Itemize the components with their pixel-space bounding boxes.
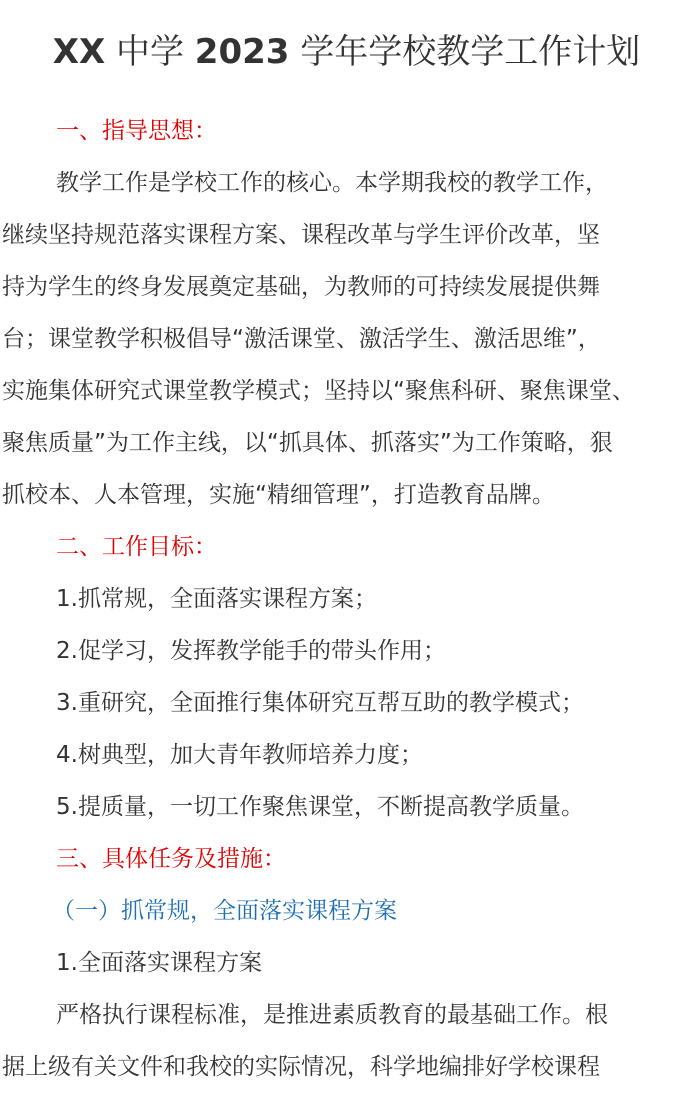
paragraph-line: 聚焦质量”为工作主线，以“抓具体、抓落实”为工作策略，狠 — [2, 430, 613, 456]
paragraph-line: 台；课堂教学积极倡导“激活课堂、激活学生、激活思维”， — [2, 326, 601, 352]
title-part-school: 中学 — [115, 32, 184, 72]
paragraph-line: 持为学生的终身发展奠定基础，为教师的可持续发展提供舞 — [2, 274, 600, 300]
paragraph-line: 抓校本、人本管理，实施“精细管理”，打造教育品牌。 — [2, 482, 555, 508]
title-part-year: 2023 — [194, 32, 290, 72]
subsection-heading: （一）抓常规，全面落实课程方案 — [52, 898, 397, 924]
section-heading-work-goals: 二、工作目标： — [56, 534, 217, 560]
item-title: 1.全面落实课程方案 — [56, 950, 262, 976]
paragraph-line: 实施集体研究式课堂教学模式；坚持以“聚焦科研、聚焦课堂、 — [2, 378, 635, 404]
paragraph-line: 据上级有关文件和我校的实际情况，科学地编排好学校课程 — [2, 1054, 600, 1080]
document-title — [0, 28, 693, 76]
paragraph-line: 严格执行课程标准，是推进素质教育的最基础工作。根 — [56, 1002, 608, 1028]
title-part-xx: XX — [52, 32, 106, 72]
paragraph-line: 继续坚持规范落实课程方案、课程改革与学生评价改革，坚 — [2, 222, 600, 248]
goal-list-item: 5.提质量，一切工作聚焦课堂，不断提高教学质量。 — [56, 794, 584, 820]
goal-list-item: 3.重研究，全面推行集体研究互帮互助的教学模式； — [56, 690, 584, 716]
section-heading-tasks-measures: 三、具体任务及措施： — [56, 846, 286, 872]
section-heading-guiding-ideology: 一、指导思想： — [56, 118, 217, 144]
goal-list-item: 2.促学习，发挥教学能手的带头作用； — [56, 638, 446, 664]
paragraph-line: 教学工作是学校工作的核心。本学期我校的教学工作， — [56, 170, 608, 196]
goal-list-item: 1.抓常规，全面落实课程方案； — [56, 586, 377, 612]
title-part-plan: 学年学校教学工作计划 — [300, 32, 641, 72]
goal-list-item: 4.树典型，加大青年教师培养力度； — [56, 742, 423, 768]
